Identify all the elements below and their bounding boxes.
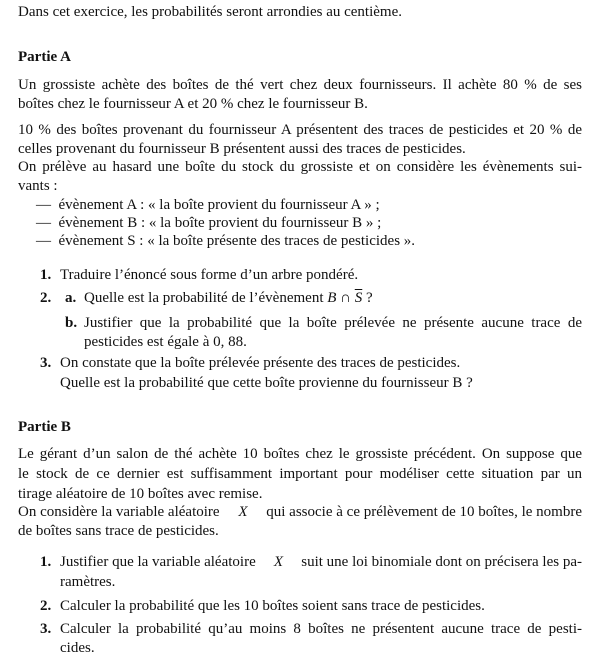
question-text: On constate que la boîte prélevée présente des traces de pesticides. <box>60 355 461 371</box>
question-number: 3. <box>40 355 52 371</box>
event-text: évènement S : « la boîte présente des traces de pesticides ». <box>58 233 416 249</box>
event-item <box>36 195 380 215</box>
question-text: pesticides est égale à 0, 88. <box>84 334 247 350</box>
math-x: X <box>273 554 284 570</box>
dash: — <box>36 215 51 231</box>
subquestion-label: b. <box>65 315 78 331</box>
part-a-heading: Partie A <box>18 49 71 65</box>
subquestion-label: a. <box>65 290 77 306</box>
question-number: 2. <box>40 598 52 614</box>
text: suit une loi binomiale dont on précisera les pa- <box>301 554 582 570</box>
question-text: ramètres. <box>60 574 116 590</box>
question-text <box>84 288 373 308</box>
event-item <box>36 231 415 251</box>
paragraph-line: On prélève au hasard une boîte du stock du grossiste et on considère les évènements sui- <box>18 159 582 175</box>
question-number: 2. <box>40 290 52 306</box>
paragraph-line: boîtes chez le fournisseur A et 20 % chez le fournisseur B. <box>18 96 368 112</box>
dash: — <box>36 233 51 249</box>
question-text <box>60 552 582 572</box>
paragraph-line: vants : <box>18 178 58 194</box>
paragraph-line: 10 % des boîtes provenant du fournisseur A présentent des traces de pesticides et 20 % de <box>18 122 582 138</box>
paragraph-line: celles provenant du fournisseur B présentent aussi des traces de pesticides. <box>18 141 466 157</box>
intro-text: Dans cet exercice, les probabilités seront arrondies au centième. <box>18 4 403 20</box>
text: qui associe à ce prélèvement de 10 boîtes, le nombre <box>266 504 582 520</box>
paragraph-line: Le gérant d’un salon de thé achète 10 boîtes chez le grossiste précédent. On suppose que <box>18 446 582 462</box>
question-text: Calculer la probabilité qu’au moins 8 boîtes ne présentent aucune trace de pesti- <box>60 621 582 637</box>
paragraph-line <box>18 502 582 522</box>
question-text: Traduire l’énoncé sous forme d’un arbre pondéré. <box>60 267 359 283</box>
punct: ? <box>362 290 373 306</box>
event-item <box>36 213 381 233</box>
question-text: Calculer la probabilité que les 10 boîtes soient sans trace de pesticides. <box>60 598 485 614</box>
text: On considère la variable aléatoire <box>18 504 220 520</box>
part-b-heading: Partie B <box>18 419 71 435</box>
text: Justifier que la variable aléatoire <box>60 554 256 570</box>
paragraph-line: tirage aléatoire de 10 boîtes avec remise. <box>18 486 263 502</box>
question-text: Quelle est la probabilité que cette boîte provienne du fournisseur B ? <box>60 375 473 391</box>
math-cap: ∩ <box>336 290 355 306</box>
question-text: cides. <box>60 640 95 656</box>
dash: — <box>36 197 51 213</box>
math-s-bar: $\overline{S}$ <box>354 290 363 306</box>
paragraph-line: de boîtes sans trace de pesticides. <box>18 523 219 539</box>
event-text: évènement A : « la boîte provient du fournisseur A » ; <box>58 197 380 213</box>
paragraph-line: Un grossiste achète des boîtes de thé vert chez deux fournisseurs. Il achète 80 % de ses <box>18 77 582 93</box>
question-number: 3. <box>40 621 52 637</box>
math-b: B <box>327 290 337 306</box>
math-x: X <box>238 504 248 520</box>
text: Quelle est la probabilité de l’évènement <box>84 290 324 306</box>
question-number: 1. <box>40 554 52 570</box>
paragraph-line: le stock de ce dernier est suffisamment important pour modéliser cette situation par un <box>18 466 582 482</box>
question-text: Justifier que la probabilité que la boîte prélevée ne présente aucune trace de <box>84 315 582 331</box>
event-text: évènement B : « la boîte provient du fournisseur B » ; <box>58 215 382 231</box>
question-number: 1. <box>40 267 52 283</box>
